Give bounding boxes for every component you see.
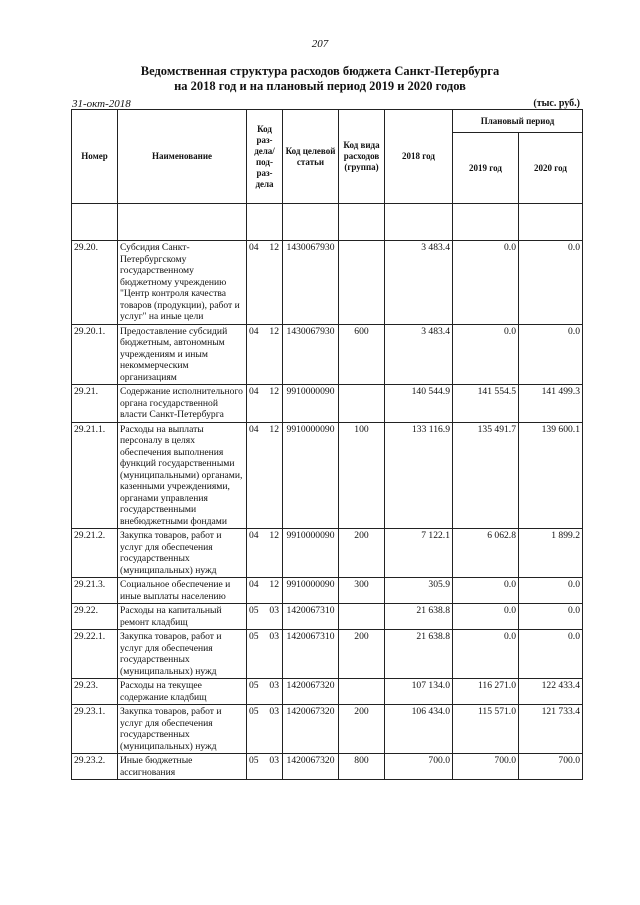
table-row — [72, 754, 583, 780]
row-name: Социальное обеспечение и иные выплаты населению — [118, 578, 247, 604]
row-number: 29.21. — [72, 385, 118, 423]
row-value-2019: 0.0 — [453, 324, 519, 385]
subsection-code: 12 — [269, 579, 279, 590]
row-section-code — [247, 754, 283, 780]
row-value-2018: 106 434.0 — [385, 705, 453, 754]
table-row — [72, 679, 583, 705]
budget-table — [71, 109, 583, 780]
row-value-2020: 141 499.3 — [519, 385, 583, 423]
row-expense-type: 300 — [339, 578, 385, 604]
row-value-2018: 21 638.8 — [385, 630, 453, 679]
row-target-code: 1420067320 — [283, 754, 339, 780]
page-number: 207 — [311, 38, 329, 50]
blank-row — [72, 204, 583, 241]
row-target-code: 9910000090 — [283, 578, 339, 604]
header-planned-period: Плановый период — [453, 110, 583, 133]
document-date: 31-окт-2018 — [72, 98, 131, 110]
row-target-code: 9910000090 — [283, 422, 339, 529]
row-value-2019: 115 571.0 — [453, 705, 519, 754]
row-value-2020: 700.0 — [519, 754, 583, 780]
document-title — [0, 64, 640, 94]
row-value-2019: 0.0 — [453, 604, 519, 630]
table-row — [72, 422, 583, 529]
row-expense-type: 200 — [339, 630, 385, 679]
section-code: 05 — [249, 706, 259, 717]
row-name: Закупка товаров, работ и услуг для обеспечения государственных (муниципальных) нужд — [118, 705, 247, 754]
row-number: 29.23.2. — [72, 754, 118, 780]
subsection-code: 03 — [269, 755, 279, 766]
subsection-code: 12 — [269, 423, 279, 435]
row-expense-type — [339, 679, 385, 705]
section-code: 04 — [249, 325, 259, 337]
header-name: Наименование — [118, 110, 247, 204]
row-target-code: 1430067930 — [283, 241, 339, 325]
row-value-2019: 141 554.5 — [453, 385, 519, 423]
row-section-code — [247, 578, 283, 604]
table-row — [72, 324, 583, 385]
header-year-2019: 2019 год — [453, 133, 519, 204]
subsection-code: 03 — [269, 605, 279, 616]
row-target-code: 1420067320 — [283, 705, 339, 754]
row-value-2019: 0.0 — [453, 578, 519, 604]
row-section-code — [247, 604, 283, 630]
title-line-1: Ведомственная структура расходов бюджета Санкт-Петербурга — [140, 64, 500, 78]
header-year-2018: 2018 год — [385, 110, 453, 204]
subsection-code: 03 — [269, 631, 279, 642]
units-label: (тыс. руб.) — [533, 98, 580, 109]
row-value-2020: 0.0 — [519, 324, 583, 385]
subsection-code: 12 — [269, 242, 279, 253]
row-expense-type — [339, 241, 385, 325]
section-code: 05 — [249, 605, 259, 616]
row-value-2018: 133 116.9 — [385, 422, 453, 529]
row-expense-type — [339, 385, 385, 423]
table-row — [72, 385, 583, 423]
row-name: Содержание исполнительного органа государственной власти Санкт-Петербурга — [118, 385, 247, 423]
section-code: 04 — [249, 530, 259, 541]
row-section-code — [247, 324, 283, 385]
row-value-2020: 1 899.2 — [519, 529, 583, 578]
row-target-code: 1420067310 — [283, 604, 339, 630]
row-value-2019: 0.0 — [453, 241, 519, 325]
table-row — [72, 578, 583, 604]
row-name: Субсидия Санкт-Петербургскому государственному бюджетному учреждению "Центр контроля качества товаров (продукции), работ и услуг" на иные цели — [118, 241, 247, 325]
row-value-2020: 0.0 — [519, 578, 583, 604]
table-row — [72, 705, 583, 754]
row-name: Иные бюджетные ассигнования — [118, 754, 247, 780]
row-expense-type: 100 — [339, 422, 385, 529]
row-value-2020: 139 600.1 — [519, 422, 583, 529]
section-code: 05 — [249, 755, 259, 766]
section-code: 05 — [249, 680, 259, 691]
row-number: 29.23.1. — [72, 705, 118, 754]
row-value-2018: 107 134.0 — [385, 679, 453, 705]
row-value-2018: 7 122.1 — [385, 529, 453, 578]
row-target-code: 9910000090 — [283, 385, 339, 423]
row-value-2018: 700.0 — [385, 754, 453, 780]
row-section-code — [247, 385, 283, 423]
section-code: 04 — [249, 242, 259, 253]
row-expense-type: 600 — [339, 324, 385, 385]
row-target-code: 1420067310 — [283, 630, 339, 679]
row-value-2018: 3 483.4 — [385, 241, 453, 325]
row-value-2019: 700.0 — [453, 754, 519, 780]
row-name: Предоставление субсидий бюджетным, автономным учреждениям и иным некоммерческим организациям — [118, 324, 247, 385]
subsection-code: 12 — [269, 325, 279, 337]
row-expense-type: 800 — [339, 754, 385, 780]
row-expense-type: 200 — [339, 529, 385, 578]
row-section-code — [247, 679, 283, 705]
table-row — [72, 630, 583, 679]
row-expense-type — [339, 604, 385, 630]
row-target-code: 1430067930 — [283, 324, 339, 385]
row-value-2020: 121 733.4 — [519, 705, 583, 754]
row-value-2018: 305.9 — [385, 578, 453, 604]
subsection-code: 03 — [269, 680, 279, 691]
table-row — [72, 241, 583, 325]
subsection-code: 03 — [269, 706, 279, 717]
row-section-code — [247, 705, 283, 754]
section-code: 05 — [249, 631, 259, 642]
table-row — [72, 604, 583, 630]
row-name: Расходы на капитальный ремонт кладбищ — [118, 604, 247, 630]
row-value-2018: 21 638.8 — [385, 604, 453, 630]
row-name: Расходы на текущее содержание кладбищ — [118, 679, 247, 705]
row-value-2018: 3 483.4 — [385, 324, 453, 385]
header-expense-type: Код вида расходов (группа) — [339, 110, 385, 204]
row-value-2020: 0.0 — [519, 604, 583, 630]
section-code: 04 — [249, 386, 259, 397]
table-row — [72, 529, 583, 578]
row-value-2020: 0.0 — [519, 630, 583, 679]
row-value-2019: 6 062.8 — [453, 529, 519, 578]
subsection-code: 12 — [269, 530, 279, 541]
row-value-2020: 122 433.4 — [519, 679, 583, 705]
row-value-2020: 0.0 — [519, 241, 583, 325]
row-name: Расходы на выплаты персоналу в целях обеспечения выполнения функций государственными (муниципальными) органами, казенными учреждениями, органами управления государственными внебюджетными фондами — [118, 422, 247, 529]
row-number: 29.23. — [72, 679, 118, 705]
title-line-2: на 2018 год и на плановый период 2019 и 2020 годов — [174, 79, 466, 93]
row-number: 29.21.1. — [72, 422, 118, 529]
header-number: Номер — [72, 110, 118, 204]
row-number: 29.21.3. — [72, 578, 118, 604]
row-target-code: 1420067320 — [283, 679, 339, 705]
row-target-code: 9910000090 — [283, 529, 339, 578]
row-expense-type: 200 — [339, 705, 385, 754]
row-number: 29.21.2. — [72, 529, 118, 578]
header-year-2020: 2020 год — [519, 133, 583, 204]
row-section-code — [247, 422, 283, 529]
row-number: 29.20.1. — [72, 324, 118, 385]
header-section-code: Код раз-дела/ под-раз-дела — [247, 110, 283, 204]
section-code: 04 — [249, 579, 259, 590]
row-section-code — [247, 529, 283, 578]
row-number: 29.20. — [72, 241, 118, 325]
row-value-2019: 0.0 — [453, 630, 519, 679]
row-value-2018: 140 544.9 — [385, 385, 453, 423]
row-number: 29.22.1. — [72, 630, 118, 679]
row-value-2019: 116 271.0 — [453, 679, 519, 705]
section-code: 04 — [249, 423, 259, 435]
header-target-code: Код целевой статьи — [283, 110, 339, 204]
subsection-code: 12 — [269, 386, 279, 397]
row-name: Закупка товаров, работ и услуг для обеспечения государственных (муниципальных) нужд — [118, 630, 247, 679]
row-section-code — [247, 241, 283, 325]
row-number: 29.22. — [72, 604, 118, 630]
row-section-code — [247, 630, 283, 679]
row-value-2019: 135 491.7 — [453, 422, 519, 529]
row-name: Закупка товаров, работ и услуг для обеспечения государственных (муниципальных) нужд — [118, 529, 247, 578]
